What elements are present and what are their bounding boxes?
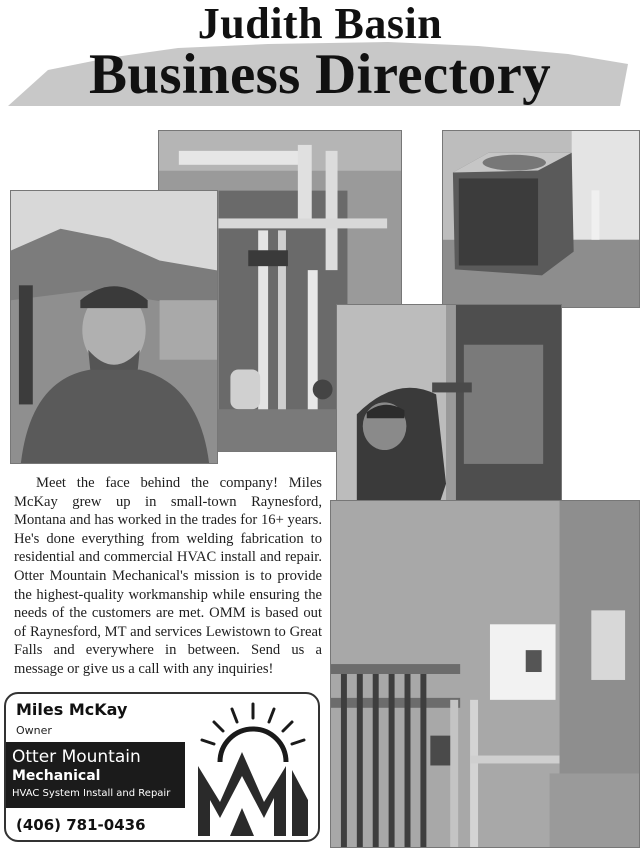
owner-portrait-photo xyxy=(10,190,218,464)
company-tagline: HVAC System Install and Repair xyxy=(12,788,171,799)
business-card xyxy=(4,692,320,842)
company-name-line2: Mechanical xyxy=(12,768,101,784)
company-band xyxy=(4,742,185,808)
owner-name: Miles McKay xyxy=(16,700,128,719)
company-name-line1: Otter Mountain xyxy=(12,747,141,767)
otter-mountain-logo-icon xyxy=(190,700,316,838)
header-title-line2: Business Directory xyxy=(89,43,551,106)
ac-condenser-photo xyxy=(442,130,640,308)
body-paragraph: Meet the face behind the company! Miles McKay grew up in small-town Raynesford, Montana and has worked in the trades for 16+ years. He's done everything from welding fabrication to residential and commercial HVAC install and repair. Otter Mountain Mechanical's mission is to provide the highest-quality workmanship while ensuring the needs of the customers are met. OMM is based out of Raynesford, MT and services Lewistown to Great Falls and everywhere in between. Send us a message or give us a call with any inquiries! xyxy=(14,475,322,677)
tankless-heater-manifold-photo xyxy=(330,500,640,848)
owner-role: Owner xyxy=(16,724,52,737)
phone-number: (406) 781-0436 xyxy=(16,816,146,834)
header-title-line1: Judith Basin xyxy=(197,0,443,48)
